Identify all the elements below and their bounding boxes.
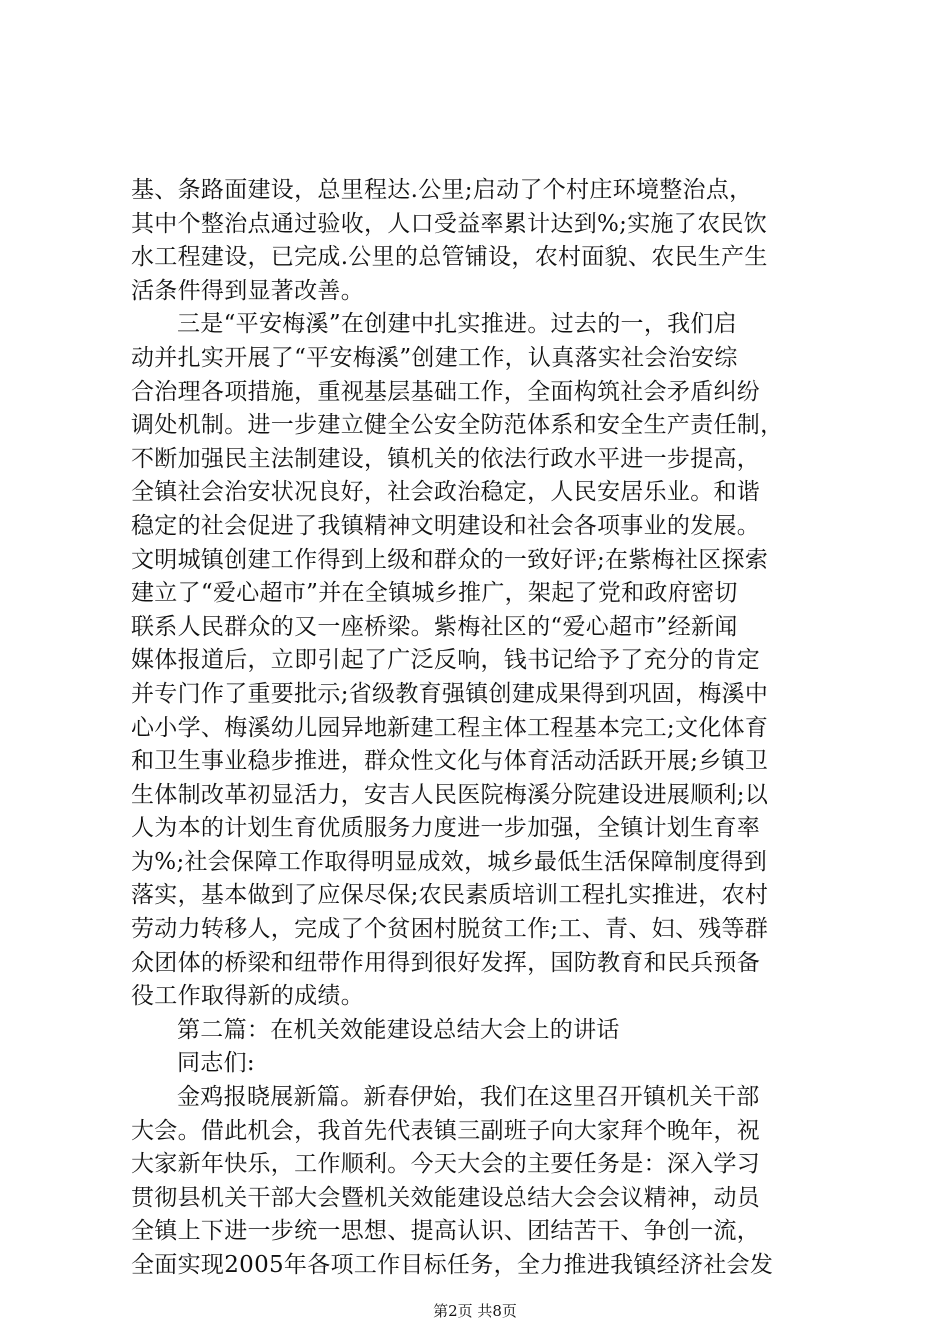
- text-line: 人为本的计划生育优质服务力度进一步加强，全镇计划生育率: [131, 815, 761, 842]
- section-heading: 第二篇：在机关效能建设总结大会上的讲话: [177, 1016, 620, 1043]
- text-line: 活条件得到显著改善。: [131, 277, 364, 304]
- text-line: 大家新年快乐，工作顺利。今天大会的主要任务是：深入学习: [131, 1151, 761, 1178]
- text-line: 生体制改革初显活力，安吉人民医院梅溪分院建设进展顺利;以: [131, 781, 769, 808]
- text-line: 大会。借此机会，我首先代表镇三副班子向大家拜个晚年，祝: [131, 1117, 761, 1144]
- paragraph-start-line: 金鸡报晓展新篇。新春伊始，我们在这里召开镇机关干部: [177, 1084, 760, 1111]
- text-line: 和卫生事业稳步推进，群众性文化与体育活动活跃开展;乡镇卫: [131, 748, 769, 775]
- text-line: 役工作取得新的成绩。: [131, 983, 364, 1010]
- text-line: 落实，基本做到了应保尽保;农民素质培训工程扎实推进，农村: [131, 882, 769, 909]
- text-line: 基、条路面建设，总里程达.公里;启动了个村庄环境整治点，: [131, 177, 753, 203]
- text-line: 并专门作了重要批示;省级教育强镇创建成果得到巩固，梅溪中: [131, 680, 769, 707]
- text-line: 文明城镇创建工作得到上级和群众的一致好评;在紫梅社区探索: [131, 546, 769, 573]
- text-line: 其中个整治点通过验收，人口受益率累计达到%;实施了农民饮: [131, 210, 768, 237]
- text-line: 不断加强民主法制建设，镇机关的依法行政水平进一步提高，: [131, 445, 761, 472]
- document-body: [131, 174, 831, 1283]
- page-number: 第2页 共8页: [433, 1302, 517, 1320]
- text-line: 调处机制。进一步建立健全公安全防范体系和安全生产责任制，: [131, 412, 784, 439]
- page-footer: [0, 1302, 950, 1320]
- text-line: 水工程建设，已完成.公里的总管铺设，农村面貌、农民生产生: [131, 244, 768, 271]
- text-line: 联系人民群众的又一座桥梁。紫梅社区的“爱心超市”经新闻: [131, 613, 738, 640]
- text-line: 心小学、梅溪幼儿园异地新建工程主体工程基本完工;文化体育: [131, 714, 769, 741]
- text-line: 全镇上下进一步统一思想、提高认识、团结苦干、争创一流，: [131, 1218, 761, 1245]
- text-line: 贯彻县机关干部大会暨机关效能建设总结大会会议精神，动员: [131, 1184, 761, 1211]
- salutation: 同志们:: [177, 1050, 255, 1077]
- text-line: 为%;社会保障工作取得明显成效，城乡最低生活保障制度得到: [131, 848, 768, 875]
- text-line: 合治理各项措施，重视基层基础工作，全面构筑社会矛盾纠纷: [131, 378, 761, 405]
- text-line: 全镇社会治安状况良好，社会政治稳定，人民安居乐业。和谐: [131, 479, 761, 506]
- text-line: 媒体报道后，立即引起了广泛反响，钱书记给予了充分的肯定: [131, 647, 761, 674]
- text-line: 众团体的桥梁和纽带作用得到很好发挥，国防教育和民兵预备: [131, 949, 761, 976]
- text-line: 建立了“爱心超市”并在全镇城乡推广，架起了党和政府密切: [131, 580, 738, 607]
- text-line: 稳定的社会促进了我镇精神文明建设和社会各项事业的发展。: [131, 512, 761, 539]
- text-line: 劳动力转移人，完成了个贫困村脱贫工作;工、青、妇、残等群: [131, 916, 769, 943]
- paragraph-start-line: 三是“平安梅溪”在创建中扎实推进。过去的一，我们启: [177, 311, 738, 338]
- text-line: 全面实现2005年各项工作目标任务，全力推进我镇经济社会发: [131, 1252, 774, 1278]
- text-line: 动并扎实开展了“平安梅溪”创建工作，认真落实社会治安综: [131, 344, 738, 371]
